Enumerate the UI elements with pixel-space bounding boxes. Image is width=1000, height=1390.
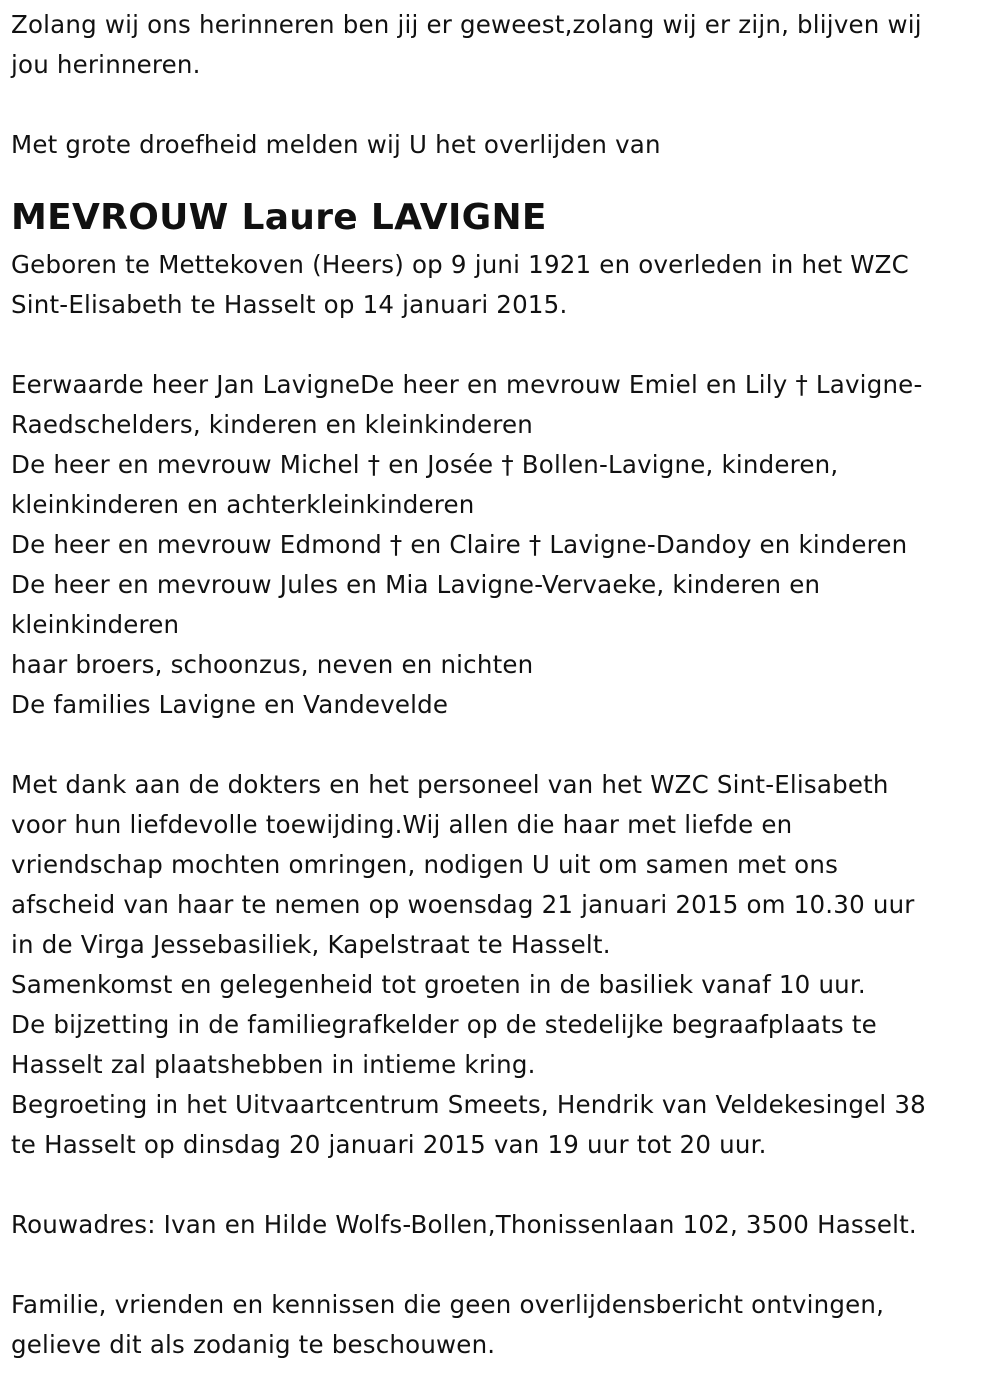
funeral-detail-line: te Hasselt op dinsdag 20 januari 2015 van 19 uur tot 20 uur. [11,1130,767,1159]
funeral-detail-line: voor hun liefdevolle toewijding.Wij allen die haar met liefde en [11,810,793,839]
mourner-line: De heer en mevrouw Michel † en Josée † Bollen-Lavigne, kinderen, [11,450,839,479]
funeral-detail-line: Met dank aan de dokters en het personeel van het WZC Sint-Elisabeth [11,770,889,799]
mourner-line: De heer en mevrouw Jules en Mia Lavigne-Vervaeke, kinderen en [11,570,821,599]
intro-verse [11,5,991,85]
intro-line: Zolang wij ons herinneren ben jij er geweest,zolang wij er zijn, blijven wij [11,10,922,39]
closing-paragraph [11,1285,991,1365]
spacer [11,1165,991,1205]
funeral-detail-line: vriendschap mochten omringen, nodigen U uit om samen met ons [11,850,839,879]
closing-line: gelieve dit als zodanig te beschouwen. [11,1330,496,1359]
funeral-detail-line: afscheid van haar te nemen op woensdag 21 januari 2015 om 10.30 uur [11,890,915,919]
mourner-line: Raedschelders, kinderen en kleinkinderen [11,410,533,439]
spacer [11,165,991,191]
obituary-document [11,5,991,1365]
birth-death-line: Sint-Elisabeth te Hasselt op 14 januari 2015. [11,290,568,319]
mourner-line: Eerwaarde heer Jan LavigneDe heer en mevrouw Emiel en Lily † Lavigne- [11,370,923,399]
spacer [11,85,991,125]
spacer [11,1245,991,1285]
closing-line: Familie, vrienden en kennissen die geen overlijdensbericht ontvingen, [11,1290,885,1319]
funeral-detail-line: in de Virga Jessebasiliek, Kapelstraat te Hasselt. [11,930,611,959]
mourner-line: kleinkinderen [11,610,180,639]
funeral-detail-line: Samenkomst en gelegenheid tot groeten in de basiliek vanaf 10 uur. [11,970,866,999]
mourning-address: Rouwadres: Ivan en Hilde Wolfs-Bollen,Thonissenlaan 102, 3500 Hasselt. [11,1210,917,1239]
funeral-detail-line: Hasselt zal plaatshebben in intieme kring. [11,1050,536,1079]
birth-death-line: Geboren te Mettekoven (Heers) op 9 juni 1921 en overleden in het WZC [11,250,909,279]
spacer [11,725,991,765]
funeral-detail-line: De bijzetting in de familiegrafkelder op de stedelijke begraafplaats te [11,1010,877,1039]
birth-death-paragraph [11,245,991,325]
funeral-details-paragraph [11,765,991,1165]
mourner-line: haar broers, schoonzus, neven en nichten [11,650,534,679]
intro-line: jou herinneren. [11,50,201,79]
funeral-detail-line: Begroeting in het Uitvaartcentrum Smeets, Hendrik van Veldekesingel 38 [11,1090,926,1119]
deceased-name-heading: MEVROUW Laure LAVIGNE [11,197,547,238]
spacer [11,325,991,365]
mourner-line: De families Lavigne en Vandevelde [11,690,449,719]
mourners-list [11,365,991,725]
mourner-line: kleinkinderen en achterkleinkinderen [11,490,475,519]
mourner-line: De heer en mevrouw Edmond † en Claire † Lavigne-Dandoy en kinderen [11,530,908,559]
announcement-text: Met grote droefheid melden wij U het overlijden van [11,130,661,159]
